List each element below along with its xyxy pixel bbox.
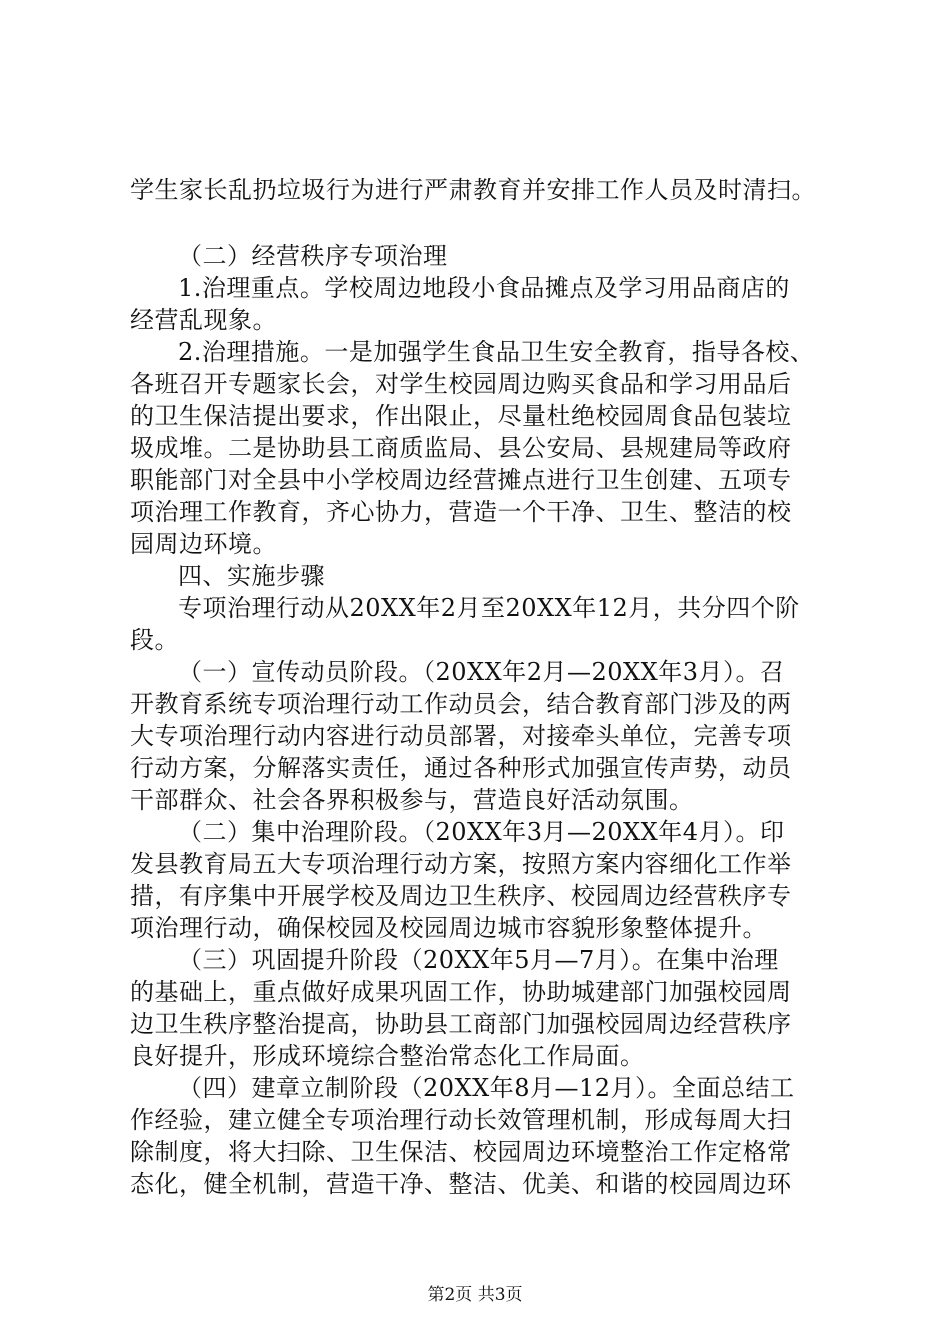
text-line: 各班召开专题家长会，对学生校园周边购买食品和学习用品后 — [130, 370, 792, 398]
text-line: 1.治理重点。学校周边地段小食品摊点及学习用品商店的 — [178, 274, 790, 302]
text-line: 发县教育局五大专项治理行动方案，按照方案内容细化工作举 — [130, 850, 792, 878]
text-line: 圾成堆。二是协助县工商质监局、县公安局、县规建局等政府 — [130, 434, 792, 462]
text-line: 2.治理措施。一是加强学生食品卫生安全教育，指导各校、 — [178, 338, 815, 366]
text-line: 措，有序集中开展学校及周边卫生秩序、校园周边经营秩序专 — [130, 882, 792, 910]
text-line: 大专项治理行动内容进行动员部署，对接牵头单位，完善专项 — [130, 722, 792, 750]
text-line: （三）巩固提升阶段（20XX年5月—7月）。在集中治理 — [178, 946, 779, 974]
page-footer: 第2页 共3页 — [427, 1285, 523, 1305]
text-line: 学生家长乱扔垃圾行为进行严肃教育并安排工作人员及时清扫。 — [130, 176, 816, 204]
text-line: 行动方案，分解落实责任，通过各种形式加强宣传声势，动员 — [130, 754, 792, 782]
text-line: 作经验，建立健全专项治理行动长效管理机制，形成每周大扫 — [130, 1106, 792, 1134]
section-heading: （二）经营秩序专项治理 — [178, 242, 448, 270]
text-line: 园周边环境。 — [130, 530, 277, 558]
text-line: 经营乱现象。 — [130, 306, 277, 334]
text-line: 除制度，将大扫除、卫生保洁、校园周边环境整治工作定格常 — [130, 1138, 792, 1166]
text-line: （一）宣传动员阶段。（20XX年2月—20XX年3月）。召 — [178, 658, 785, 686]
section-heading: 四、实施步骤 — [178, 562, 325, 590]
text-line: 专项治理行动从20XX年2月至20XX年12月，共分四个阶 — [178, 594, 800, 622]
text-line: 项治理行动，确保校园及校园周边城市容貌形象整体提升。 — [130, 914, 767, 942]
text-line: 开教育系统专项治理行动工作动员会，结合教育部门涉及的两 — [130, 690, 792, 718]
text-line: （二）集中治理阶段。（20XX年3月—20XX年4月）。印 — [178, 818, 785, 846]
text-line: 态化，健全机制，营造干净、整洁、优美、和谐的校园周边环 — [130, 1170, 792, 1198]
text-line: 段。 — [130, 626, 179, 654]
text-line: 职能部门对全县中小学校周边经营摊点进行卫生创建、五项专 — [130, 466, 792, 494]
text-line: 干部群众、社会各界积极参与，营造良好活动氛围。 — [130, 786, 694, 814]
text-line: 边卫生秩序整治提高，协助县工商部门加强校园周边经营秩序 — [130, 1010, 792, 1038]
text-line: 的卫生保洁提出要求，作出限止，尽量杜绝校园周食品包装垃 — [130, 402, 792, 430]
text-line: 的基础上，重点做好成果巩固工作，协助城建部门加强校园周 — [130, 978, 792, 1006]
text-line: （四）建章立制阶段（20XX年8月—12月）。全面总结工 — [178, 1074, 795, 1102]
text-line: 项治理工作教育，齐心协力，营造一个干净、卫生、整洁的校 — [130, 498, 792, 526]
text-line: 良好提升，形成环境综合整治常态化工作局面。 — [130, 1042, 645, 1070]
